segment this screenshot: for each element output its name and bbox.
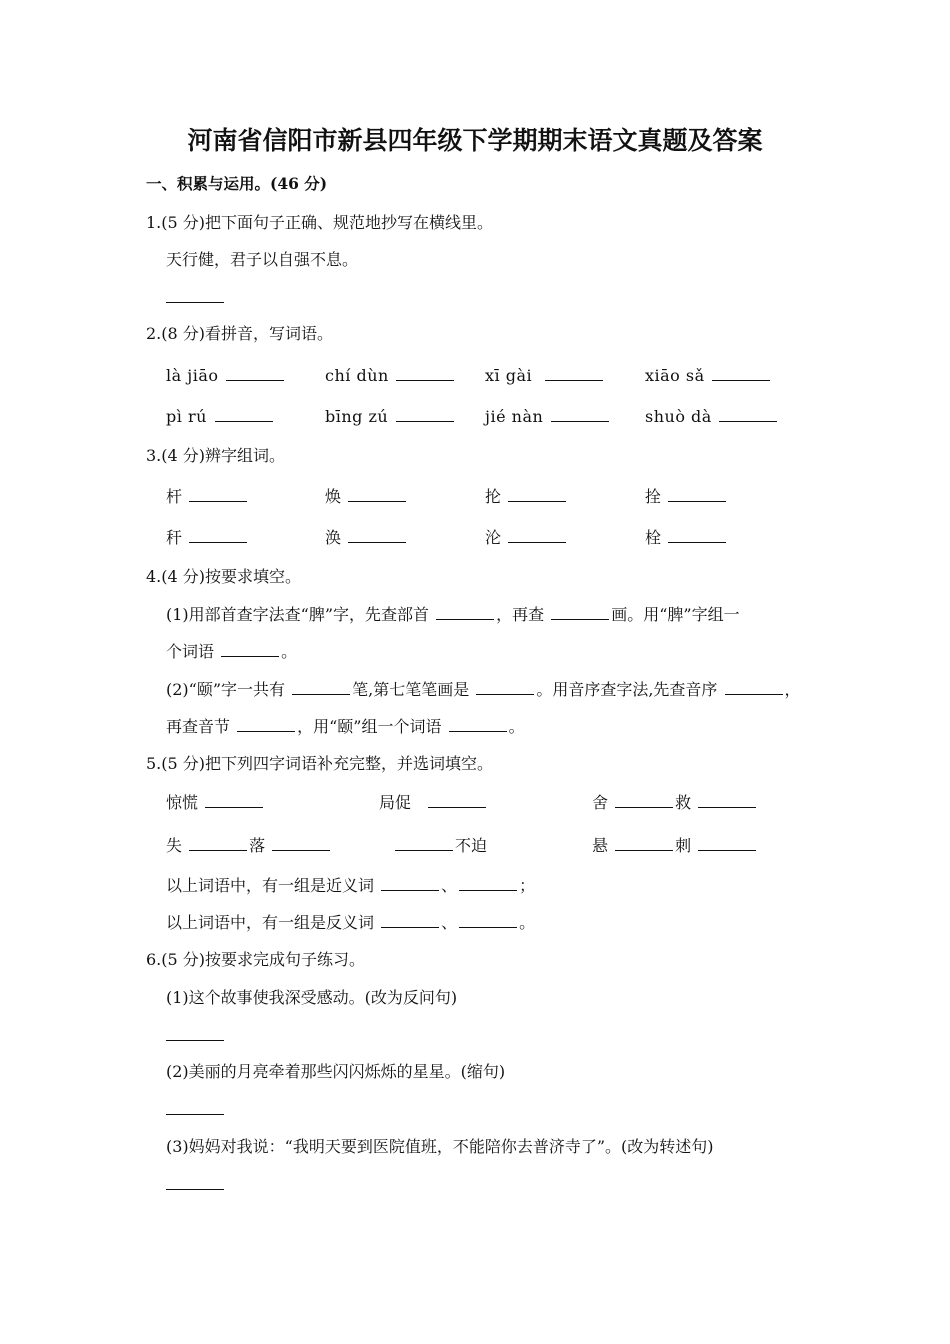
answer-blank[interactable] bbox=[476, 680, 534, 695]
q6-sentence-1: (1)这个故事使我深受感动。(改为反问句) bbox=[166, 988, 458, 1007]
q4-part2-line1: (2)“颐”字一共有 笔,第七笔笔画是 。用音序查字法,先查音序 ， bbox=[166, 680, 801, 699]
answer-blank[interactable] bbox=[698, 836, 756, 851]
answer-blank[interactable] bbox=[668, 528, 726, 543]
q2-heading: 2.(8 分)看拼音，写词语。 bbox=[146, 324, 334, 343]
answer-blank[interactable] bbox=[292, 680, 350, 695]
idiom-item: 惊慌 bbox=[166, 793, 265, 813]
answer-line[interactable] bbox=[166, 1114, 224, 1115]
q1-heading: 1.(5 分)把下面句子正确、规范地抄写在横线里。 bbox=[146, 213, 494, 232]
pinyin-item: xī gài bbox=[485, 366, 605, 386]
idiom-item: 舍 救 bbox=[592, 793, 758, 813]
q6-sentence-3: (3)妈妈对我说：“我明天要到医院值班，不能陪你去普济寺了”。(改为转述句) bbox=[166, 1137, 714, 1156]
answer-blank[interactable] bbox=[189, 836, 247, 851]
answer-line[interactable] bbox=[166, 302, 224, 303]
answer-blank[interactable] bbox=[615, 793, 673, 808]
answer-blank[interactable] bbox=[459, 913, 517, 928]
answer-blank[interactable] bbox=[615, 836, 673, 851]
answer-blank[interactable] bbox=[428, 793, 486, 808]
answer-blank[interactable] bbox=[396, 407, 454, 422]
pinyin-item: shuò dà bbox=[645, 407, 779, 427]
answer-blank[interactable] bbox=[712, 366, 770, 381]
answer-blank[interactable] bbox=[381, 913, 439, 928]
answer-blank[interactable] bbox=[449, 717, 507, 732]
answer-blank[interactable] bbox=[272, 836, 330, 851]
q4-part2-line2: 再查音节 ，用“颐”组一个词语 。 bbox=[166, 717, 525, 736]
answer-blank[interactable] bbox=[395, 836, 453, 851]
answer-blank[interactable] bbox=[698, 793, 756, 808]
answer-blank[interactable] bbox=[348, 487, 406, 502]
char-item: 拴 bbox=[645, 487, 728, 507]
char-item: 焕 bbox=[325, 487, 408, 507]
answer-blank[interactable] bbox=[189, 528, 247, 543]
q4-part1-line1: (1)用部首查字法查“脾”字，先查部首 ，再查 画。用“脾”字组一 bbox=[166, 605, 740, 624]
q6-sentence-2: (2)美丽的月亮牵着那些闪闪烁烁的星星。(缩句) bbox=[166, 1062, 506, 1081]
q5-synonym-line: 以上词语中，有一组是近义词 、 ； bbox=[166, 876, 536, 895]
char-item: 栓 bbox=[645, 528, 728, 548]
answer-blank[interactable] bbox=[545, 366, 603, 381]
answer-blank[interactable] bbox=[725, 680, 783, 695]
q5-heading: 5.(5 分)把下列四字词语补充完整，并选词填空。 bbox=[146, 754, 494, 773]
q4-part1-line2: 个词语 。 bbox=[166, 642, 298, 661]
idiom-item: 不迫 bbox=[393, 836, 487, 856]
char-item: 沦 bbox=[485, 528, 568, 548]
answer-blank[interactable] bbox=[189, 487, 247, 502]
char-item: 秆 bbox=[166, 528, 249, 548]
answer-blank[interactable] bbox=[508, 528, 566, 543]
q1-sentence: 天行健，君子以自强不息。 bbox=[166, 250, 359, 269]
char-item: 杆 bbox=[166, 487, 249, 507]
q4-heading: 4.(4 分)按要求填空。 bbox=[146, 567, 302, 586]
pinyin-item: bīng zú bbox=[325, 407, 456, 427]
pinyin-item: xiāo sǎ bbox=[645, 366, 772, 386]
q6-heading: 6.(5 分)按要求完成句子练习。 bbox=[146, 950, 366, 969]
answer-line[interactable] bbox=[166, 1189, 224, 1190]
pinyin-item: chí dùn bbox=[325, 366, 456, 386]
pinyin-item: jié nàn bbox=[485, 407, 611, 427]
q5-antonym-line: 以上词语中，有一组是反义词 、 。 bbox=[166, 913, 536, 932]
answer-blank[interactable] bbox=[459, 876, 517, 891]
answer-blank[interactable] bbox=[215, 407, 273, 422]
pinyin-item: pì rú bbox=[166, 407, 275, 427]
answer-line[interactable] bbox=[166, 1040, 224, 1041]
char-item: 抡 bbox=[485, 487, 568, 507]
answer-blank[interactable] bbox=[226, 366, 284, 381]
answer-blank[interactable] bbox=[436, 605, 494, 620]
answer-blank[interactable] bbox=[205, 793, 263, 808]
idiom-item: 悬 刺 bbox=[592, 836, 758, 856]
answer-blank[interactable] bbox=[508, 487, 566, 502]
answer-blank[interactable] bbox=[237, 717, 295, 732]
page-title: 河南省信阳市新县四年级下学期期末语文真题及答案 bbox=[187, 126, 763, 155]
q3-heading: 3.(4 分)辨字组词。 bbox=[146, 446, 286, 465]
idiom-item: 失 落 bbox=[166, 836, 332, 856]
idiom-item: 局促 bbox=[379, 793, 488, 813]
answer-blank[interactable] bbox=[551, 605, 609, 620]
answer-blank[interactable] bbox=[719, 407, 777, 422]
pinyin-item: là jiāo bbox=[166, 366, 286, 386]
answer-blank[interactable] bbox=[348, 528, 406, 543]
char-item: 涣 bbox=[325, 528, 408, 548]
answer-blank[interactable] bbox=[381, 876, 439, 891]
answer-blank[interactable] bbox=[668, 487, 726, 502]
answer-blank[interactable] bbox=[551, 407, 609, 422]
answer-blank[interactable] bbox=[221, 642, 279, 657]
section-heading: 一、积累与运用。(46 分) bbox=[146, 174, 328, 193]
answer-blank[interactable] bbox=[396, 366, 454, 381]
